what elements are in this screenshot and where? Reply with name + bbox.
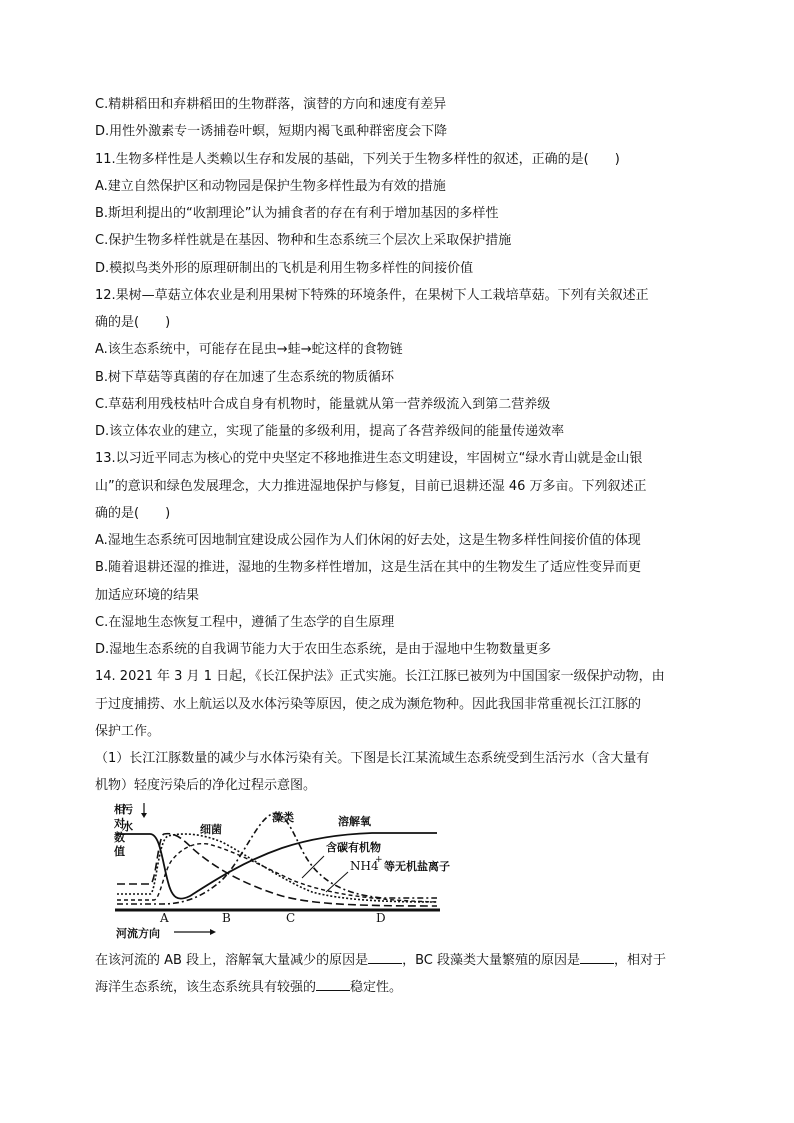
option-12a: A.该生态系统中，可能存在昆虫→蛙→蛇这样的食物链 — [95, 342, 403, 357]
answer-blank-1[interactable] — [368, 951, 402, 964]
question-11-stem: 11.生物多样性是人类赖以生存和发展的基础，下列关于生物多样性的叙述，正确的是( ) — [95, 152, 620, 167]
point-b-label: B — [222, 911, 231, 925]
bacteria-label: 细菌 — [200, 823, 222, 836]
option-13c: C.在湿地生态恢复工程中，遵循了生态学的自生原理 — [95, 615, 395, 630]
purification-diagram — [112, 800, 452, 940]
option-13d: D.湿地生态系统的自我调节能力大于农田生态系统，是由于湿地中生物数量更多 — [95, 642, 552, 657]
sewage-label-char-2: 水 — [122, 820, 133, 833]
question-text-part3: ，相对于 — [613, 953, 666, 968]
point-c-label: C — [286, 911, 296, 925]
nh4-sup-label: + — [375, 855, 383, 865]
nh4-label: NH4 — [350, 859, 379, 873]
question-13-stem-line1: 13.以习近平同志为核心的党中央坚定不移地推进生态文明建设，牢固树立“绿水青山就是金山银 — [95, 451, 643, 466]
y-label-char-1: 相 — [114, 803, 125, 816]
option-13b-line1: B.随着退耕还湿的推进，湿地的生物多样性增加，这是生活在其中的生物发生了适应性变异而更 — [95, 560, 642, 575]
point-d-label: D — [376, 911, 386, 925]
purification-diagram-svg — [112, 800, 452, 940]
algae-curve — [117, 813, 437, 904]
y-label-char-3: 数 — [114, 831, 125, 844]
option-11a: A.建立自然保护区和动物园是保护生物多样性最为有效的措施 — [95, 179, 446, 194]
option-11b: B.斯坦利提出的“收割理论”认为捕食者的存在有利于增加基因的多样性 — [95, 206, 499, 221]
sewage-label-char-1: 污 — [122, 803, 133, 816]
oxygen-label: 溶解氧 — [338, 815, 371, 828]
question-13-stem-line2: 山”的意识和绿色发展理念，大力推进湿地保护与修复，目前已退耕还湿 46 万多亩。下列叙述正 — [95, 479, 647, 494]
option-11c: C.保护生物多样性就是在基因、物种和生态系统三个层次上采取保护措施 — [95, 233, 512, 248]
question-14-part1-line2: 机物）轻度污染后的净化过程示意图。 — [95, 778, 317, 793]
question-text-part2: ，BC 段藻类大量繁殖的原因是 — [402, 953, 580, 968]
question-text-line2a: 海洋生态系统，该生态系统具有较强的 — [95, 980, 317, 995]
answer-blank-3[interactable] — [316, 978, 350, 991]
question-14-part1-line1: （1）长江江豚数量的减少与水体污染有关。下图是长江某流域生态系统受到生活污水（含大量有 — [95, 751, 650, 766]
y-label-char-2: 对 — [114, 817, 125, 830]
question-12-stem-line2: 确的是( ) — [95, 315, 171, 330]
option-13a: A.湿地生态系统可因地制宜建设成公园作为人们休闲的好去处，这是生物多样性间接价值的体现 — [95, 533, 641, 548]
question-14-stem-line2: 于过度捕捞、水上航运以及水体污染等原因，使之成为濒危物种。因此我国非常重视长江江豚的 — [95, 697, 642, 712]
point-a-label: A — [160, 911, 169, 925]
question-14-blank-line2 — [95, 978, 705, 996]
y-label-char-4: 值 — [114, 845, 125, 858]
question-14-blank-line1 — [95, 951, 705, 969]
option-12d: D.该立体农业的建立，实现了能量的多级利用，提高了各营养级间的能量传递效率 — [95, 424, 565, 439]
option-10c: C.精耕稻田和弃耕稻田的生物群落，演替的方向和速度有差异 — [95, 97, 447, 112]
sewage-arrowhead-icon — [141, 813, 147, 818]
organic-label: 含碳有机物 — [326, 841, 381, 854]
option-12c: C.草菇利用残枝枯叶合成自身有机物时，能量就从第一营养级流入到第二营养级 — [95, 397, 551, 412]
answer-blank-2[interactable] — [580, 951, 614, 964]
question-13-stem-line3: 确的是( ) — [95, 506, 171, 521]
option-11d: D.模拟鸟类外形的原理研制出的飞机是利用生物多样性的间接价值 — [95, 261, 474, 276]
algae-label: 藻类 — [272, 811, 294, 824]
question-14-stem-line1: 14. 2021 年 3 月 1 日起，《长江保护法》正式实施。长江江豚已被列为中国国家一级保护动物，由 — [95, 669, 665, 684]
question-text-part1: 在该河流的 AB 段上，溶解氧大量减少的原因是 — [95, 953, 369, 968]
option-13b-line2: 加适应环境的结果 — [95, 588, 200, 603]
flow-arrowhead-icon — [210, 929, 216, 935]
question-text-line2b: 稳定性。 — [350, 980, 403, 995]
option-10d: D.用性外激素专一诱捕卷叶螟，短期内褐飞虱种群密度会下降 — [95, 124, 448, 139]
ions-label: 等无机盐离子 — [384, 860, 450, 873]
x-axis-label: 河流方向 — [116, 927, 160, 940]
option-12b: B.树下草菇等真菌的存在加速了生态系统的物质循环 — [95, 370, 395, 385]
question-12-stem-line1: 12.果树—草菇立体农业是利用果树下特殊的环境条件，在果树下人工栽培草菇。下列有关叙述正 — [95, 288, 649, 303]
question-14-stem-line3: 保护工作。 — [95, 724, 161, 739]
